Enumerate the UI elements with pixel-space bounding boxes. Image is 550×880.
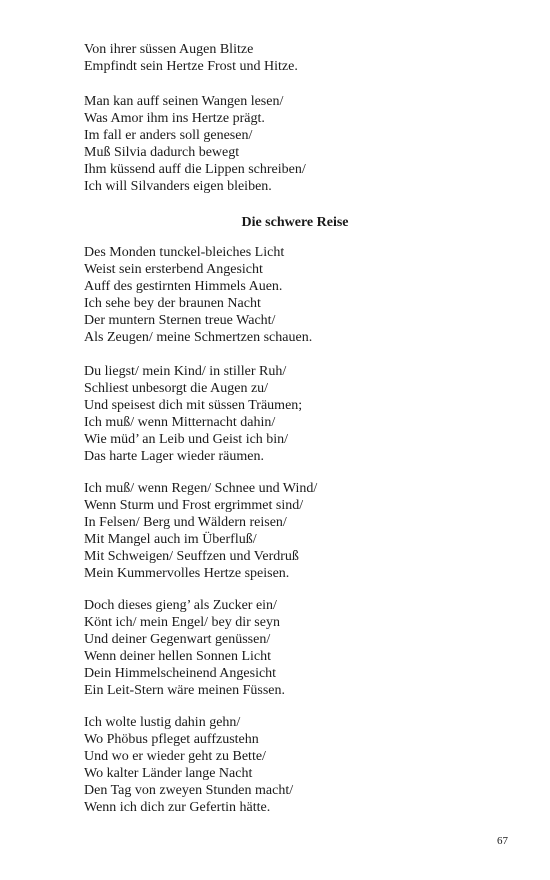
verse-line: Wo kalter Länder lange Nacht [84,766,253,781]
poem-stanza-2 [84,363,484,465]
verse-line: Und wo er wieder geht zu Bette/ [84,749,266,764]
verse-line: Mein Kummervolles Hertze speisen. [84,566,290,581]
verse-line: Der muntern Sternen treue Wacht/ [84,313,276,328]
poem-stanza-5 [84,714,484,816]
verse-line: In Felsen/ Berg und Wäldern reisen/ [84,515,287,530]
poem-stanza-1 [84,244,484,346]
verse-line: Weist sein ersterbend Angesicht [84,262,263,277]
verse-line: Und deiner Gegenwart genüssen/ [84,632,271,647]
verse-line: Wo Phöbus pfleget auffzustehn [84,732,259,747]
verse-line: Im fall er anders soll genesen/ [84,128,253,143]
verse-line: Könt ich/ mein Engel/ bey dir seyn [84,615,280,630]
verse-line: Ich muß/ wenn Regen/ Schnee und Wind/ [84,481,318,496]
verse-line: Man kan auff seinen Wangen lesen/ [84,94,284,109]
verse-line: Wie müd’ an Leib und Geist ich bin/ [84,432,289,447]
verse-line: Wenn ich dich zur Gefertin hätte. [84,800,271,815]
verse-line: Als Zeugen/ meine Schmertzen schauen. [84,330,313,345]
verse-line: Das harte Lager wieder räumen. [84,449,264,464]
verse-line: Wenn deiner hellen Sonnen Licht [84,649,272,664]
verse-line: Schliest unbesorgt die Augen zu/ [84,381,269,396]
verse-line: Und speisest dich mit süssen Träumen; [84,398,303,413]
verse-line: Doch dieses gieng’ als Zucker ein/ [84,598,277,613]
verse-line: Ich will Silvanders eigen bleiben. [84,179,272,194]
verse-line: Ihm küssend auff die Lippen schreiben/ [84,162,306,177]
verse-line: Ein Leit-Stern wäre meinen Füssen. [84,683,286,698]
poem-stanza-3 [84,480,484,582]
verse-line: Was Amor ihm ins Hertze prägt. [84,111,265,126]
verse-line: Ich sehe bey der braunen Nacht [84,296,261,311]
verse-line: Mit Schweigen/ Seuffzen und Verdruß [84,549,299,564]
verse-line: Wenn Sturm und Frost ergrimmet sind/ [84,498,304,513]
verse-line: Des Monden tunckel-bleiches Licht [84,245,285,260]
verse-line: Empfindt sein Hertze Frost und Hitze. [84,59,298,74]
verse-line: Mit Mangel auch im Überfluß/ [84,532,257,547]
page-number: 67 [497,835,508,847]
poem-stanza-4 [84,597,484,699]
verse-line: Ich wolte lustig dahin gehn/ [84,715,241,730]
verse-line: Ich muß/ wenn Mitternacht dahin/ [84,415,276,430]
verse-line: Dein Himmelscheinend Angesicht [84,666,277,681]
verse-line: Muß Silvia dadurch bewegt [84,145,240,160]
previous-poem-final-stanza [84,93,484,195]
verse-line: Von ihrer süssen Augen Blitze [84,42,254,57]
previous-poem-stanza-end [84,41,484,75]
verse-line: Auff des gestirnten Himmels Auen. [84,279,283,294]
verse-line: Den Tag von zweyen Stunden macht/ [84,783,294,798]
poem-title: Die schwere Reise [241,215,349,230]
verse-line: Du liegst/ mein Kind/ in stiller Ruh/ [84,364,287,379]
